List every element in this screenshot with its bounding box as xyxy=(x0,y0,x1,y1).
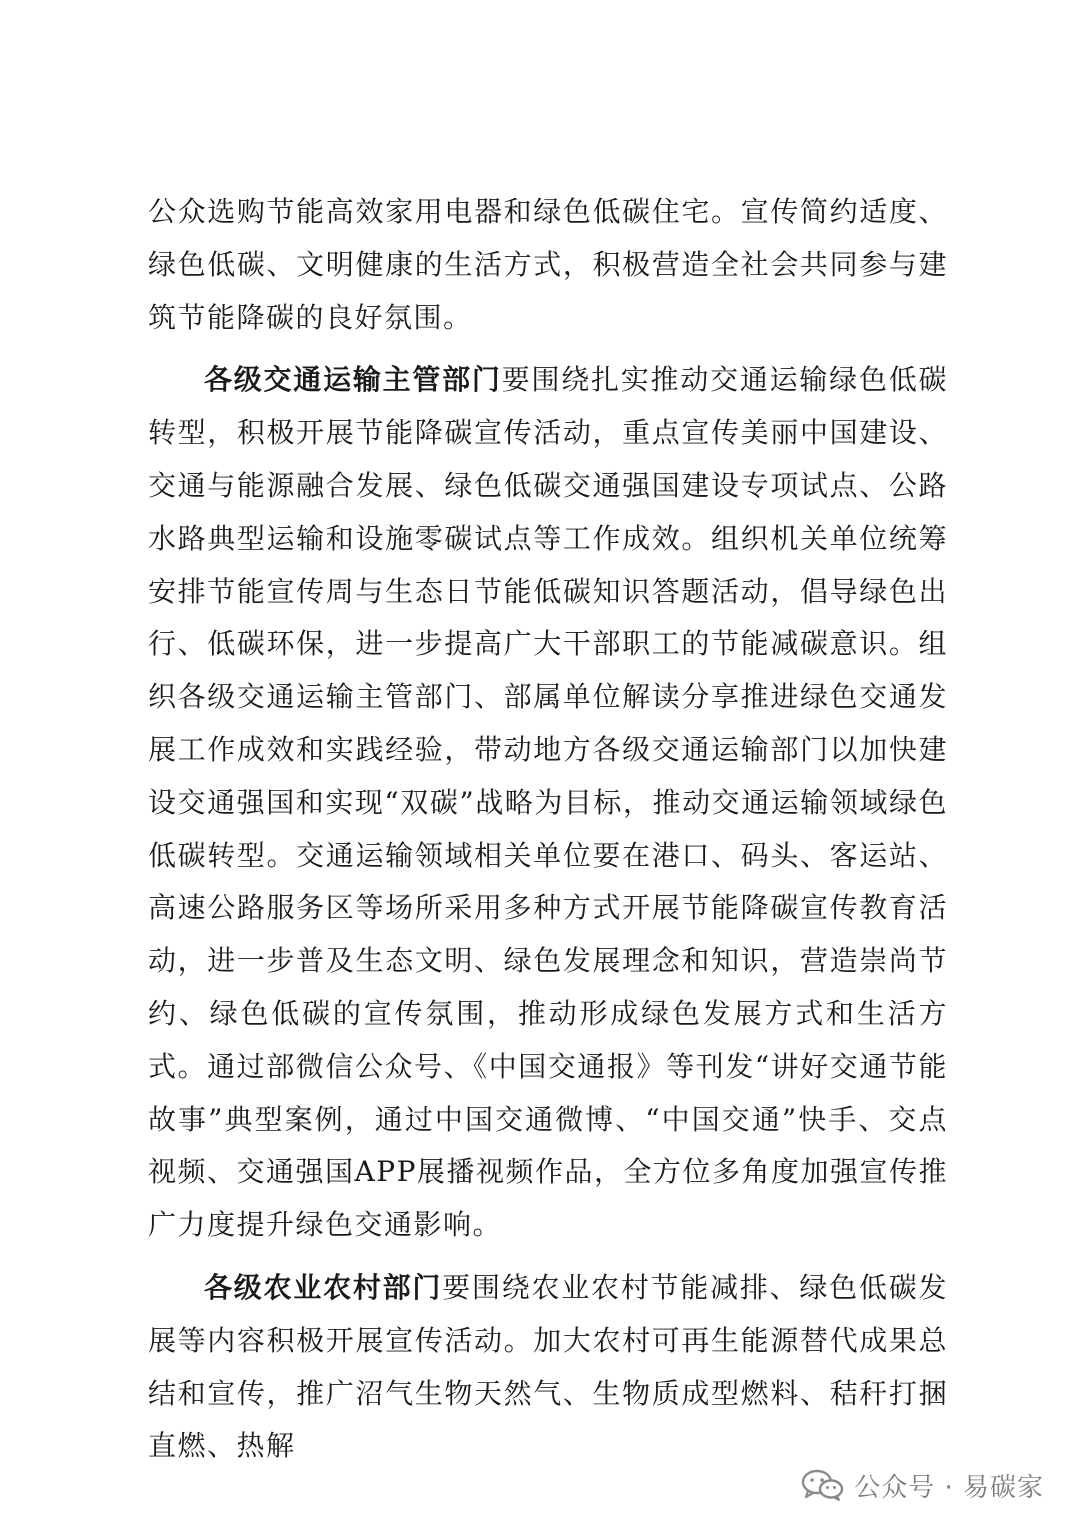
paragraph-2 xyxy=(148,354,948,1252)
paragraph-body: 要围绕扎实推动交通运输绿色低碳转型，积极开展节能降碳宣传活动，重点宣传美丽中国建设、交通与能源融合发展、绿色低碳交通强国建设专项试点、公路水路典型运输和设施零碳试点等工作成效。组织机关单位统筹安排节能宣传周与生态日节能低碳知识答题活动，倡导绿色出行、低碳环保，进一步提高广大干部职工的节能减碳意识。组织各级交通运输主管部门、部属单位解读分享推进绿色交通发展工作成效和实践经验，带动地方各级交通运输部门以加快建设交通强国和实现“双碳”战略为目标，推动交通运输领域绿色低碳转型。交通运输领域相关单位要在港口、码头、客运站、高速公路服务区等场所采用多种方式开展节能降碳宣传教育活动，进一步普及生态文明、绿色发展理念和知识，营造崇尚节约、绿色低碳的宣传氛围，推动形成绿色发展方式和生活方式。通过部微信公众号、《中国交通报》等刊发“讲好交通节能故事”典型案例，通过中国交通微博、“中国交通”快手、交点视频、交通强国APP展播视频作品，全方位多角度加强宣传推广力度提升绿色交通影响。 xyxy=(148,363,948,1242)
paragraph-3 xyxy=(148,1262,948,1473)
paragraph-lead: 各级交通运输主管部门 xyxy=(204,363,502,397)
body-text xyxy=(148,186,948,1473)
paragraph-body: 要围绕农业农村节能减排、绿色低碳发展等内容积极开展宣传活动。加大农村可再生能源替代成果总结和宣传，推广沼气生物天然气、生物质成型燃料、秸秆打捆直燃、热解 xyxy=(148,1270,948,1463)
paragraph-body: 公众选购节能高效家用电器和绿色低碳住宅。宣传简约适度、绿色低碳、文明健康的生活方式，积极营造全社会共同参与建筑节能降碳的良好氛围。 xyxy=(148,195,948,334)
paragraph-lead: 各级农业农村部门 xyxy=(204,1270,443,1304)
paragraph-1 xyxy=(148,186,948,344)
watermark xyxy=(800,1463,1044,1507)
watermark-text: 公众号 · 易碳家 xyxy=(854,1472,1044,1503)
wechat-icon xyxy=(800,1468,844,1502)
